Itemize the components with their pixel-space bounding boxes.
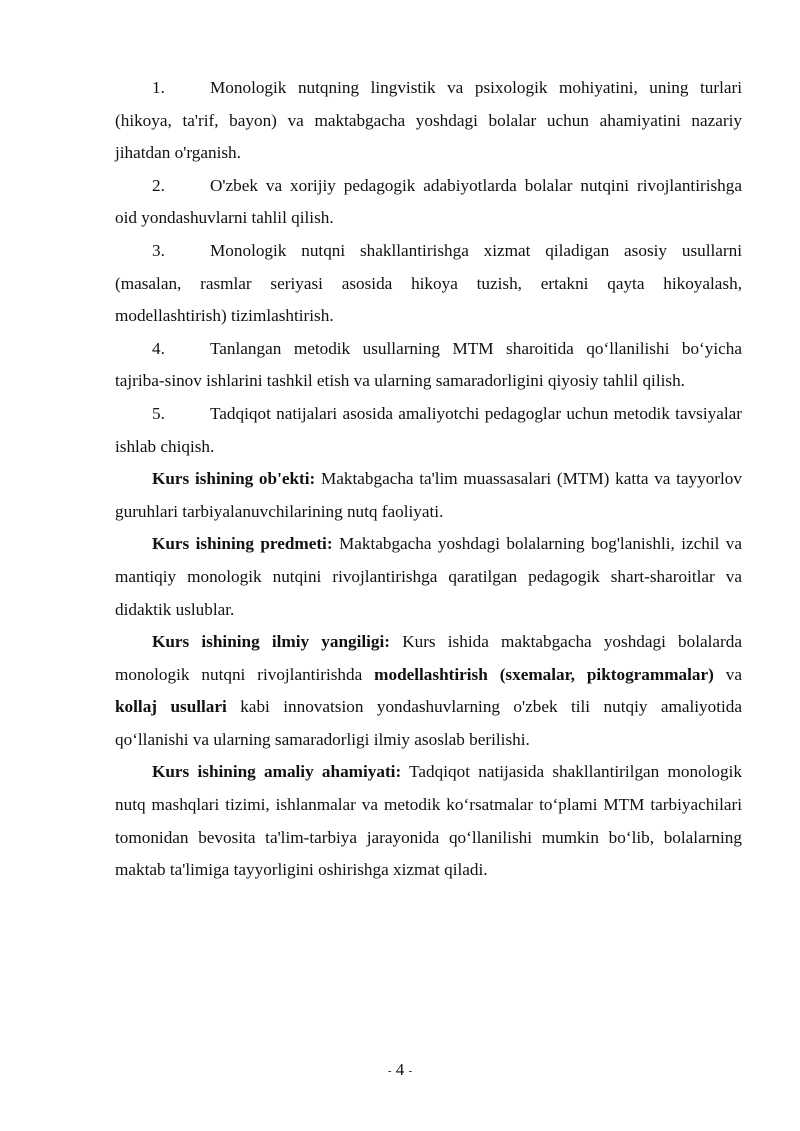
list-item-number: 1. (152, 78, 165, 97)
object-paragraph (115, 463, 742, 528)
object-label: Kurs ishining ob'ekti: (152, 469, 316, 489)
practical-label: Kurs ishining amaliy ahamiyati: (152, 762, 402, 782)
subject-text: Maktabgacha yoshdagi bolalarning bog'lanishli, izchil va mantiqiy monologik nutqini rivojlantirishga qaratilgan pedagogik shart-sharoitlar va didaktik uslublar. (115, 534, 743, 619)
list-item-text: Tadqiqot natijalari asosida amaliyotchi pedagoglar uchun metodik tavsiyalar ishlab chiqish. (115, 403, 742, 456)
practical-text: Tadqiqot natijasida shakllantirilgan monologik nutq mashqlari tizimi, ishlanmalar va metodik ko‘rsatmalar to‘plami MTM tarbiyachilari tomonidan bevosita ta'lim-tarbiya jarayonida qo‘llanilishi mumkin bo‘lib, bolalarning maktab ta'limiga tayyorligini oshirishga xizmat qiladi. (115, 762, 742, 880)
novelty-bold-2: kollaj usullari (115, 697, 227, 717)
novelty-text-1: Kurs ishida maktabgacha yoshdagi bolalarda monologik nutqni rivojlantirishda (115, 632, 742, 684)
list-item-number: 3. (152, 240, 165, 260)
practical-paragraph (115, 756, 742, 886)
novelty-text-3: kabi innovatsion yondashuvlarning o'zbek tili nutqiy amaliyotida qo‘llanishi va ularning samaradorligi ilmiy asoslab berilishi. (115, 697, 742, 749)
list-item-text: Monologik nutqni shakllantirishga xizmat qiladigan asosiy usullarni (masalan, rasmlar seriyasi asosida hikoya tuzish, ertakni qayta hikoyalash, modellashtirish) tizimlashtirish. (115, 240, 742, 326)
novelty-text-2: va (713, 664, 742, 684)
novelty-label: Kurs ishining ilmiy yangiligi: (152, 632, 391, 652)
list-item (115, 235, 742, 333)
list-item-text: O'zbek va xorijiy pedagogik adabiyotlarda bolalar nutqini rivojlantirishga oid yondashuvlarni tahlil qilish. (115, 175, 742, 228)
object-text: Maktabgacha ta'lim muassasalari (MTM) katta va tayyorlov guruhlari tarbiyalanuvchilarining nutq faoliyati. (115, 469, 742, 521)
subject-label: Kurs ishining predmeti: (152, 534, 333, 554)
novelty-bold-1: modellashtirish (sxemalar, piktogrammalar) (374, 664, 714, 684)
list-item-number: 2. (152, 175, 165, 195)
page-number: 4 (395, 1060, 405, 1079)
subject-paragraph (115, 528, 742, 626)
list-item-number: 5. (152, 403, 165, 423)
list-item (115, 72, 742, 170)
list-item (115, 398, 742, 463)
page-number-dash-right: - (408, 1065, 413, 1078)
list-item-text: Tanlangan metodik usullarning MTM sharoitida qo‘llanilishi bo‘yicha tajriba-sinov ishlarini tashkil etish va ularning samaradorligini qiyosiy tahlil qilish. (115, 338, 742, 391)
list-item-text: Monologik nutqning lingvistik va psixologik mohiyatini, uning turlari (hikoya, ta'rif, bayon) va maktabgacha yoshdagi bolalar uchun ahamiyatini nazariy jihatdan o'rganish. (115, 78, 742, 163)
list-item (115, 333, 742, 398)
novelty-paragraph (115, 626, 742, 756)
page-footer (0, 1060, 800, 1080)
list-item-number: 4. (152, 338, 165, 358)
page-number-dash-left: - (387, 1065, 392, 1078)
document-body (115, 72, 742, 887)
list-item (115, 170, 742, 235)
